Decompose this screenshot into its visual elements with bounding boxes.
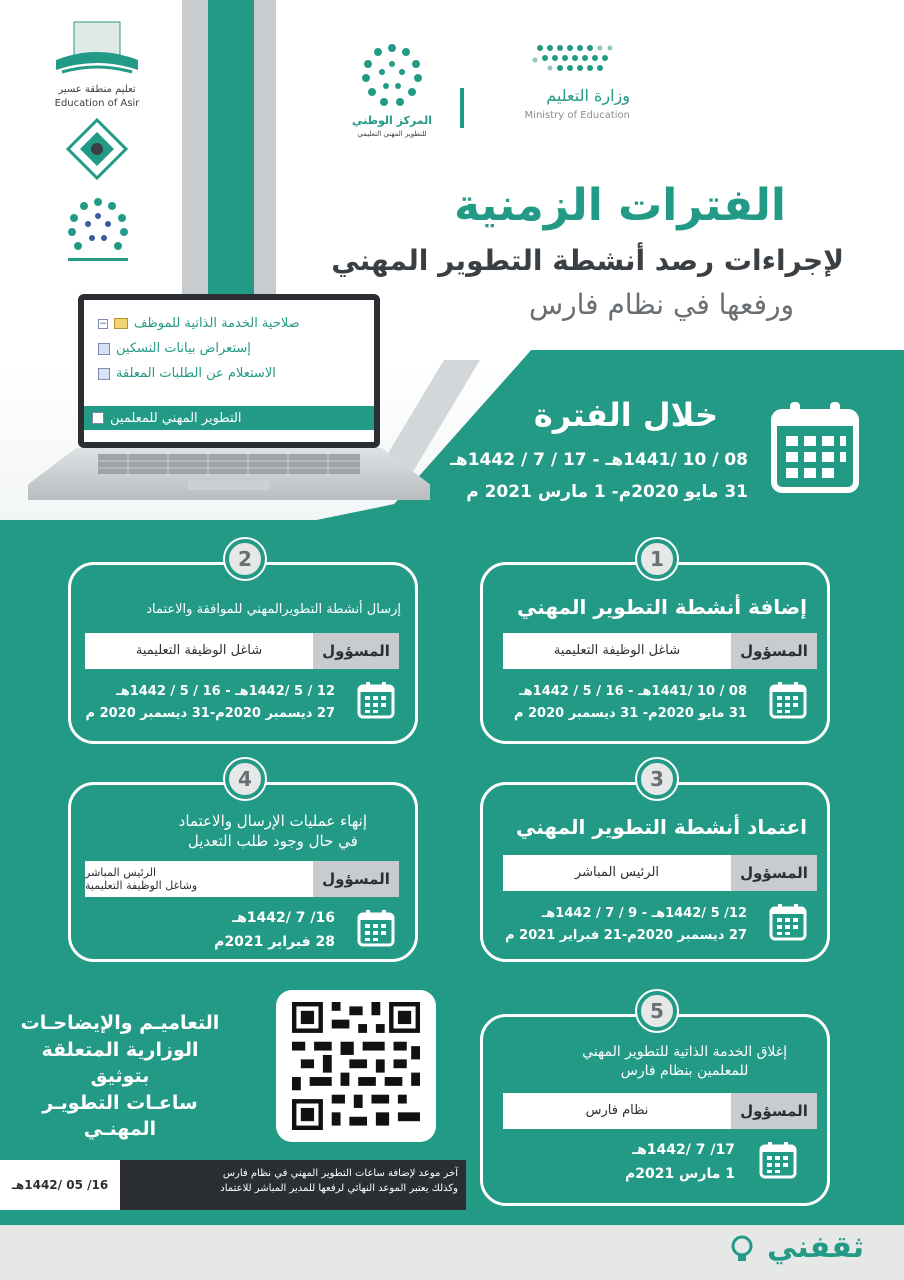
responsible-row bbox=[503, 633, 817, 669]
training-dept-logo bbox=[66, 118, 128, 180]
calendar-icon bbox=[769, 681, 807, 719]
center-name: المركز الوطني bbox=[352, 114, 432, 127]
responsible-label: المسؤول bbox=[731, 633, 817, 669]
responsible-value: شاغل الوظيفة التعليمية bbox=[503, 633, 731, 669]
step-number: 4 bbox=[225, 759, 265, 799]
asir-logo bbox=[52, 20, 142, 110]
step-card-3 bbox=[480, 767, 830, 962]
calendar-icon bbox=[357, 909, 395, 947]
deadline-bar bbox=[0, 1160, 466, 1210]
ministry-dots-icon bbox=[460, 40, 630, 80]
partner-logo bbox=[60, 196, 136, 266]
ministry-name-ar: وزارة التعليم bbox=[546, 86, 630, 105]
step-number: 2 bbox=[225, 539, 265, 579]
step-dates: 17/ 7 /1442هـ 1 مارس 2021م bbox=[624, 1142, 735, 1182]
period-gregorian: 31 مايو 2020م- 1 مارس 2021 م bbox=[466, 482, 748, 502]
center-logo bbox=[346, 40, 438, 150]
period-hijri: 08 / 10 /1441هـ - 17 / 7 / 1442هـ bbox=[450, 450, 748, 470]
ring-dots-icon bbox=[60, 196, 136, 266]
document-icon bbox=[92, 412, 104, 424]
step-dates: 08 / 10 /1441هـ - 16 / 5 / 1442هـ 31 مايو 2020م- 31 ديسمبر 2020 م bbox=[513, 684, 747, 722]
calendar-icon bbox=[769, 903, 807, 941]
calendar-icon bbox=[759, 1141, 797, 1179]
step-number: 3 bbox=[637, 759, 677, 799]
step-title: إغلاق الخدمة الذاتية للتطوير المهني للمعلمين بنظام فارس bbox=[582, 1044, 787, 1079]
collapse-icon: − bbox=[99, 318, 107, 329]
center-dots-icon bbox=[346, 40, 438, 110]
ministry-name-en: Ministry of Education bbox=[524, 110, 630, 121]
asir-name-ar: تعليم منطقة عسير bbox=[58, 84, 136, 95]
step-dates: 16/ 7 /1442هـ 28 فبراير 2021م bbox=[214, 910, 335, 950]
page-subtitle-2: ورفعها في نظام فارس bbox=[528, 288, 794, 321]
calendar-icon bbox=[770, 402, 860, 494]
menu-item: إستعراض بيانات التسكين bbox=[98, 341, 360, 356]
calendar-icon bbox=[357, 681, 395, 719]
step-card-2 bbox=[68, 547, 418, 744]
step-title: إرسال أنشطة التطويرالمهني للموافقة والاعتماد bbox=[146, 602, 401, 617]
period-title: خلال الفترة bbox=[533, 396, 718, 434]
responsible-label: المسؤول bbox=[731, 855, 817, 891]
step-title: إضافة أنشطة التطوير المهني bbox=[516, 595, 807, 619]
qr-code[interactable] bbox=[276, 990, 436, 1142]
document-icon bbox=[98, 368, 110, 380]
book-icon bbox=[52, 20, 142, 82]
notes-text: التعاميـم والإيضاحـات الوزارية المتعلقة بتوثيق ساعـات التطويـر المهنـي bbox=[20, 1012, 220, 1141]
document-icon bbox=[98, 343, 110, 355]
deadline-text: آخر موعد لإضافة ساعات التطوير المهني في نظام فارس وكذلك يعتبر الموعد النهائي لرفعها للمدير المباشر للاعتماد bbox=[120, 1160, 466, 1210]
step-card-5 bbox=[480, 999, 830, 1206]
laptop-keyboard bbox=[28, 448, 430, 500]
laptop-screen bbox=[78, 294, 380, 448]
responsible-row bbox=[85, 861, 399, 897]
keyboard-icon bbox=[28, 448, 430, 500]
folder-icon bbox=[114, 318, 128, 329]
responsible-label: المسؤول bbox=[313, 861, 399, 897]
menu-item: صلاحية الخدمة الذاتية للموظف − bbox=[99, 316, 300, 331]
menu-item: الاستعلام عن الطلبات المعلقة bbox=[98, 366, 360, 381]
brand-logo: ثقفني bbox=[727, 1230, 865, 1265]
diamond-emblem-icon bbox=[66, 118, 128, 180]
step-card-1 bbox=[480, 547, 830, 744]
qr-code-icon bbox=[292, 1002, 420, 1130]
responsible-value: نظام فارس bbox=[503, 1093, 731, 1129]
step-dates: 12 / 5 /1442هـ - 16 / 5 / 1442هـ 27 ديسمبر 2020م-31 ديسمبر 2020 م bbox=[85, 684, 335, 722]
responsible-row bbox=[85, 633, 399, 669]
ministry-logo bbox=[460, 40, 630, 130]
lightbulb-icon bbox=[727, 1234, 757, 1264]
step-number: 1 bbox=[637, 539, 677, 579]
responsible-row bbox=[503, 1093, 817, 1129]
step-dates: 12/ 5 /1442هـ - 9 / 7 / 1442هـ 27 ديسمبر 2020م-21 فبراير 2021 م bbox=[505, 906, 747, 944]
responsible-value: الرئيس المباشر bbox=[503, 855, 731, 891]
page-subtitle: لإجراءات رصد أنشطة التطوير المهني bbox=[331, 244, 844, 277]
responsible-label: المسؤول bbox=[731, 1093, 817, 1129]
responsible-row bbox=[503, 855, 817, 891]
responsible-label: المسؤول bbox=[313, 633, 399, 669]
page-title: الفترات الزمنية bbox=[453, 180, 786, 231]
menu-item-highlighted: التطوير المهني للمعلمين bbox=[84, 406, 374, 430]
step-title: إنهاء عمليات الإرسال والاعتماد في حال وجود طلب التعديل bbox=[178, 812, 367, 851]
responsible-value: الرئيس المباشر وشاغل الوظيفة التعليمية bbox=[85, 861, 313, 897]
step-number: 5 bbox=[637, 991, 677, 1031]
deadline-date: 16/ 05 /1442هـ bbox=[0, 1160, 120, 1210]
step-title: اعتماد أنشطة التطوير المهني bbox=[516, 815, 807, 839]
center-subname: للتطوير المهني التعليمي bbox=[357, 130, 427, 138]
responsible-value: شاغل الوظيفة التعليمية bbox=[85, 633, 313, 669]
step-card-4 bbox=[68, 767, 418, 962]
asir-name-en: Education of Asir bbox=[54, 98, 140, 109]
